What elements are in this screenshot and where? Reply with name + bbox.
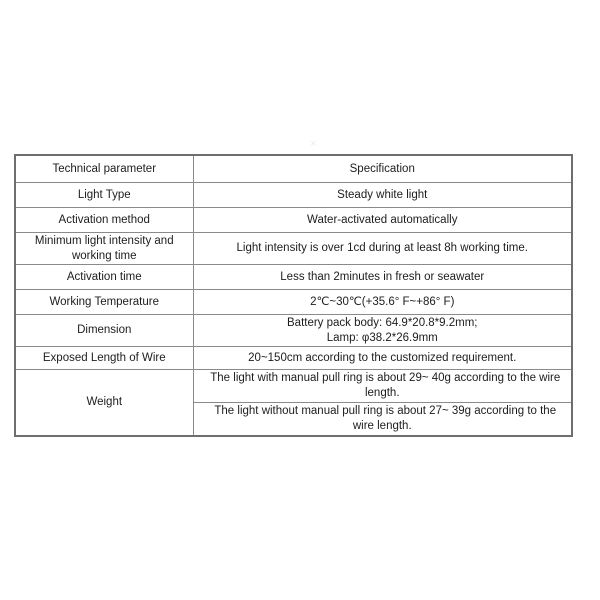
table-row-light-type [15,183,572,208]
spec-cell: Less than 2minutes in fresh or seawater [193,265,572,290]
table-row-dimension [15,315,572,347]
spec-header-cell: Specification [193,155,572,183]
table-row-min-light-intensity [15,233,572,265]
param-header-cell: Technical parameter [15,155,193,183]
specification-table [14,154,573,437]
table-row-weight [15,370,572,402]
param-cell: Activation method [15,208,193,233]
param-cell: Activation time [15,265,193,290]
dimension-battery-line: Battery pack body: 64.9*20.8*9.2mm; [287,317,478,330]
spec-cell: 2℃~30℃(+35.6° F~+86° F) [193,290,572,315]
table-header-row [15,155,572,183]
param-cell: Minimum light intensity and working time [15,233,193,265]
spec-cell-weight-without-ring: The light without manual pull ring is about 27~ 39g according to the wire length. [193,402,572,436]
param-cell: Dimension [15,315,193,347]
param-cell: Exposed Length of Wire [15,347,193,370]
table-row-exposed-wire-length [15,347,572,370]
param-cell: Working Temperature [15,290,193,315]
spec-cell: Water-activated automatically [193,208,572,233]
spec-cell: Light intensity is over 1cd during at least 8h working time. [193,233,572,265]
table-row-activation-time [15,265,572,290]
spec-cell: 20~150cm according to the customized requirement. [193,347,572,370]
spec-cell [193,315,572,347]
param-cell: Light Type [15,183,193,208]
table-row-working-temperature [15,290,572,315]
scan-artifact-mark: × [310,138,317,150]
param-cell: Weight [15,370,193,436]
spec-cell: Steady white light [193,183,572,208]
table-row-activation-method [15,208,572,233]
dimension-lamp-line: Lamp: φ38.2*26.9mm [326,331,438,344]
spec-cell-weight-with-ring: The light with manual pull ring is about 29~ 40g according to the wire length. [193,370,572,402]
